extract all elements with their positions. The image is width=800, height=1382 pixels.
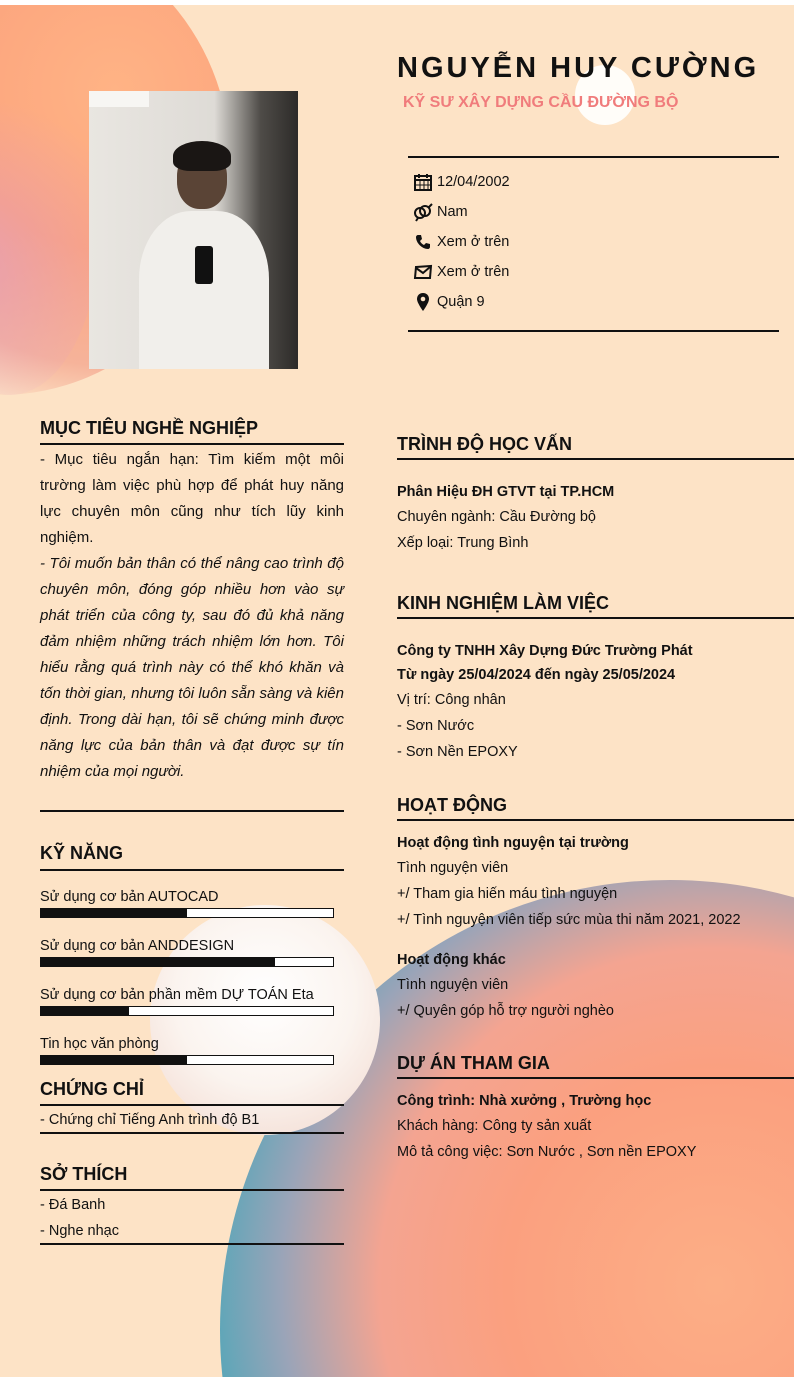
experience-position: Vị trí: Công nhân	[397, 692, 506, 708]
education-rule	[397, 458, 794, 460]
skill-label-anddesign: Sử dụng cơ bản ANDDESIGN	[40, 938, 235, 954]
experience-rule	[397, 617, 794, 619]
contact-phone	[413, 231, 509, 253]
hobby-item: - Đá Banh	[40, 1197, 106, 1213]
career-bottom-rule	[40, 810, 344, 812]
certificates-rule	[40, 1104, 344, 1106]
hobby-item: - Nghe nhạc	[40, 1223, 119, 1239]
contact-email	[413, 261, 509, 283]
experience-task: - Sơn Nền EPOXY	[397, 744, 518, 760]
projects-heading: DỰ ÁN THAM GIA	[397, 1053, 550, 1073]
experience-company: Công ty TNHH Xây Dựng Đức Trường Phát	[397, 643, 693, 659]
project-client: Khách hàng: Công ty sản xuất	[397, 1118, 592, 1134]
activity-other-title: Hoạt động khác	[397, 952, 506, 968]
address-text: Quận 9	[437, 294, 485, 310]
skill-label-autocad: Sử dụng cơ bản AUTOCAD	[40, 889, 219, 905]
skill-bar-autocad	[40, 908, 334, 918]
experience-heading: KINH NGHIỆM LÀM VIỆC	[397, 593, 610, 613]
gender-icon	[413, 202, 433, 222]
location-pin-icon	[413, 292, 433, 312]
project-name: Công trình: Nhà xưởng , Trường học	[397, 1093, 652, 1109]
career-rule	[40, 443, 344, 445]
profile-photo	[89, 91, 298, 369]
activity-other-role: Tình nguyện viên	[397, 977, 509, 993]
skills-rule	[40, 869, 344, 871]
skill-label-office: Tin học văn phòng	[40, 1036, 159, 1052]
birthday-text: 12/04/2002	[437, 174, 510, 190]
activities-heading: HOẠT ĐỘNG	[397, 795, 507, 815]
career-heading: MỤC TIÊU NGHỀ NGHIỆP	[40, 418, 259, 438]
education-grade: Xếp loại: Trung Bình	[397, 535, 529, 551]
career-long-term: - Tôi muốn bản thân có thể nâng cao trình độ chuyên môn, đóng góp nhiều hơn vào sự phát triển của công ty, sau đó đủ khả năng đảm nhiệm những trách nhiệm lớn hơn. Tôi hiểu rằng quá trình này có thể khó khăn và tốn thời gian, nhưng tôi luôn sẵn sàng và kiên định. Trong dài hạn, tôi sẽ chứng minh được năng lực của bản thân và đạt được sự tín nhiệm của mọi người.	[40, 555, 344, 780]
project-description: Mô tả công việc: Sơn Nước , Sơn nền EPOXY	[397, 1144, 697, 1160]
education-major: Chuyên ngành: Cầu Đường bộ	[397, 509, 596, 525]
skill-fill	[41, 958, 275, 966]
hobbies-heading: SỞ THÍCH	[40, 1164, 128, 1184]
career-short-term: - Mục tiêu ngắn hạn: Tìm kiếm một môi trường làm việc phù hợp để phát huy năng lực chuyên môn cũng như tích lũy kinh nghiệm.	[40, 451, 344, 546]
calendar-icon	[413, 172, 433, 192]
skill-fill	[41, 1056, 187, 1064]
hobbies-bottom-rule	[40, 1243, 344, 1245]
certificates-heading: CHỨNG CHỈ	[40, 1079, 144, 1099]
certificates-bottom-rule	[40, 1132, 344, 1134]
experience-period: Từ ngày 25/04/2024 đến ngày 25/05/2024	[397, 667, 676, 683]
email-text: Xem ở trên	[437, 264, 510, 280]
person-name: NGUYỄN HUY CƯỜNG	[397, 52, 760, 84]
email-icon	[413, 262, 433, 282]
skills-heading: KỸ NĂNG	[40, 843, 124, 863]
contact-info	[408, 156, 779, 332]
gender-text: Nam	[437, 204, 468, 220]
skill-fill	[41, 909, 187, 917]
skill-bar-anddesign	[40, 957, 334, 967]
skill-bar-office	[40, 1055, 334, 1065]
activities-rule	[397, 819, 794, 821]
phone-text: Xem ở trên	[437, 234, 510, 250]
activity-other-item: +/ Quyên góp hỗ trợ người nghèo	[397, 1003, 614, 1019]
hobbies-rule	[40, 1189, 344, 1191]
contact-birthday	[413, 171, 510, 193]
skill-fill	[41, 1007, 129, 1015]
projects-rule	[397, 1077, 794, 1079]
skill-label-dutoan: Sử dụng cơ bản phần mềm DỰ TOÁN Eta	[40, 987, 314, 1003]
certificate-item: - Chứng chỉ Tiếng Anh trình độ B1	[40, 1112, 260, 1128]
education-heading: TRÌNH ĐỘ HỌC VẤN	[397, 434, 572, 454]
phone-icon	[413, 232, 433, 252]
job-title: KỸ SƯ XÂY DỰNG CẦU ĐƯỜNG BỘ	[403, 94, 679, 111]
contact-gender	[413, 201, 468, 223]
activity-volunteer-title: Hoạt động tình nguyện tại trường	[397, 835, 629, 851]
activity-volunteer-role: Tình nguyện viên	[397, 860, 509, 876]
education-school: Phân Hiệu ĐH GTVT tại TP.HCM	[397, 484, 615, 500]
skill-bar-dutoan	[40, 1006, 334, 1016]
activity-volunteer-item: +/ Tham gia hiến máu tình nguyện	[397, 886, 618, 902]
activity-volunteer-item: +/ Tình nguyện viên tiếp sức mùa thi năm 2021, 2022	[397, 912, 741, 928]
contact-address	[413, 291, 485, 313]
experience-task: - Sơn Nước	[397, 718, 475, 734]
